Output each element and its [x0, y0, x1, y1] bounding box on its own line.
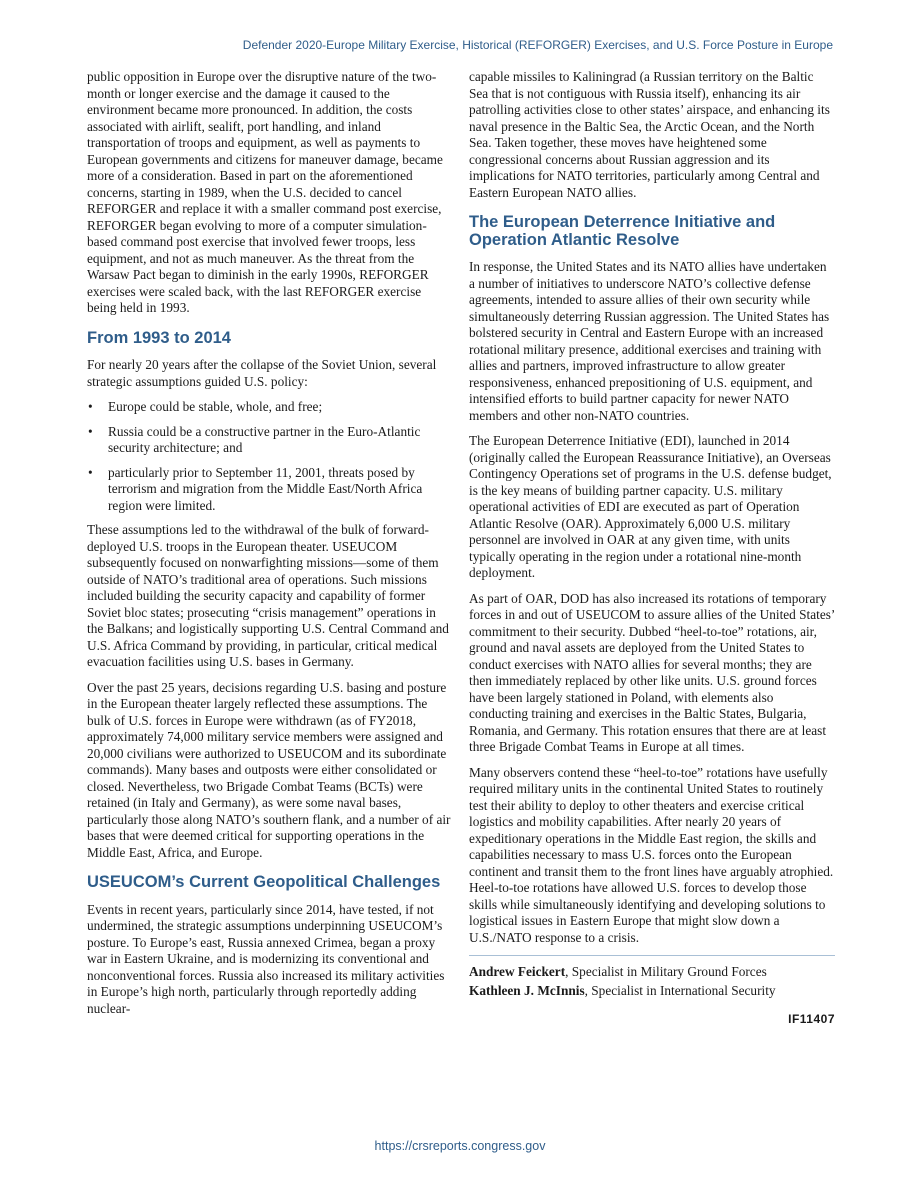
bullet-icon: •: [88, 399, 93, 414]
heading-useucom-challenges: USEUCOM’s Current Geopolitical Challenges: [87, 873, 441, 891]
author-name: Andrew Feickert: [469, 964, 566, 979]
author-line: [469, 964, 835, 981]
list-item: [87, 465, 453, 515]
bullet-icon: •: [88, 423, 93, 439]
paragraph-basing-posture: Over the past 25 years, decisions regarding U.S. basing and posture in the European theater largely reflected these assumptions. The bulk of U.S. forces in Europe were withdrawn (as of FY2018, approximately 74,000 military service members were assigned and 20,000 civilians were authorized to USEUCOM and its subordinate commands). Many bases and outposts were either consolidated or closed. Nevertheless, two Brigade Combat Teams (BCTs) were retained (in Italy and Germany), as were some naval bases, particularly those along NATO’s southern flank, and a number of air bases that were deemed critical for supporting operations in the Middle East, Africa, and Europe.: [87, 679, 451, 860]
author-divider: [469, 955, 835, 956]
left-column: [87, 69, 453, 1026]
paragraph-russian-missiles: capable missiles to Kaliningrad (a Russian territory on the Baltic Sea that is not contiguous with Russia itself), enhancing its air patrolling activities close to other states’ airspace, and enhancing its naval presence in the Baltic Sea, the Arctic Ocean, and the North Sea. Taken together, these moves have heightened some congressional concerns about Russian aggression and its implications for NATO territories, particularly among Central and Eastern European NATO allies.: [469, 69, 830, 200]
paragraph-strategic-assumptions: For nearly 20 years after the collapse of the Soviet Union, several strategic assumptions guided U.S. policy:: [87, 357, 437, 389]
author-line: [469, 983, 835, 1000]
list-item-text: particularly prior to September 11, 2001, threats posed by terrorism and migration from the Middle East/North Africa region were limited.: [108, 464, 423, 513]
running-header: Defender 2020-Europe Military Exercise, Historical (REFORGER) Exercises, and U.S. Force Posture in Europe: [242, 38, 833, 52]
list-item: [87, 424, 453, 457]
author-role: , Specialist in International Security: [584, 982, 776, 998]
paragraph-recent-events: Events in recent years, particularly since 2014, have tested, if not undermined, the strategic assumptions underpinning USEUCOM’s posture. To Europe’s east, Russia annexed Crimea, began a proxy war in Eastern Ukraine, and is modernizing its conventional and nonconventional forces. Russia also increased its military activities in Europe’s high north, particularly through reportedly adding nuclear-: [87, 901, 445, 1016]
assumptions-list: [87, 399, 453, 514]
paragraph-observers: Many observers contend these “heel-to-toe” rotations have usefully required military units in the continental United States to routinely test their ability to deploy to other theaters and exercise critical logistics and mobility capabilities. After nearly 20 years of expeditionary operations in the Middle East region, the skills and capabilities necessary to mass U.S. forces onto the European continent and transit them to the front lines have arguably atrophied. Heel-to-toe rotations have allowed U.S. forces to develop those skills while simultaneously identifying and developing solutions to logistical issues in Eastern Europe that might slow down a U.S./NATO response to a crisis.: [469, 764, 834, 945]
heading-edi-oar: The European Deterrence Initiative and Operation Atlantic Resolve: [469, 213, 776, 249]
footer-url[interactable]: https://crsreports.congress.gov: [374, 1139, 546, 1153]
report-id: IF11407: [788, 1012, 835, 1026]
heading-1993-to-2014: From 1993 to 2014: [87, 328, 231, 347]
bullet-icon: •: [88, 464, 93, 480]
paragraph-nato-response: In response, the United States and its NATO allies have undertaken a number of initiatives to underscore NATO’s collective defense agreements, intended to assure allies of their own security while simultaneously deterring Russian aggression. The United States has bolstered security in Central and Eastern Europe with an increased rotational military presence, additional exercises and training with allies and partners, improved infrastructure to allow greater responsiveness, enhanced prepositioning of U.S. equipment, and intensified efforts to build partner capacity for newer NATO members and other non-NATO countries.: [469, 259, 830, 423]
list-item: [87, 399, 453, 416]
list-item-text: Russia could be a constructive partner in the Euro-Atlantic security architecture; and: [108, 423, 421, 455]
paragraph-troop-withdrawal: These assumptions led to the withdrawal of the bulk of forward-deployed U.S. troops in the European theater. USEUCOM subsequently focused on nonwarfighting missions—some of them outside of NATO’s traditional area of operations. Such missions included building the security capacity and capability of former Soviet bloc states; prosecuting “crisis management” operations in the Balkans; and logistically supporting U.S. Central Command and U.S. Africa Command by providing, in particular, critical medical evacuation facilities using U.S. bases in Germany.: [87, 522, 449, 669]
paragraph-edi-description: The European Deterrence Initiative (EDI), launched in 2014 (originally called the European Reassurance Initiative), an Overseas Contingency Operations set of programs in the U.S. defense budget, is the key means of building partner capacity. U.S. military operational activities of EDI are executed as part of Operation Atlantic Resolve (OAR). Approximately 6,000 U.S. military personnel are involved in OAR at any given time, with units typically operating in the region under a rotational nine-month deployment.: [469, 433, 832, 580]
list-item-text: Europe could be stable, whole, and free;: [108, 399, 323, 414]
paragraph-oar-rotations: As part of OAR, DOD has also increased its rotations of temporary forces in and out of USEUCOM to assure allies of the United States’ commitment to their security. Dubbed “heel-to-toe” rotations, air, ground and naval assets are deployed from the United States to conduct exercises with NATO allies for several months; they are then immediately replaced by other like units. U.S. ground forces have been largely stationed in Poland, with elements also conducting training and exercises in the Baltic States, Bulgaria, Romania, and Germany. This rotation ensures that there are at least three Brigade Combat Teams in Europe at all times.: [469, 590, 835, 754]
author-name: Kathleen J. McInnis: [469, 982, 585, 998]
author-role: , Specialist in Military Ground Forces: [565, 964, 767, 979]
paragraph-reforger-decline: public opposition in Europe over the disruptive nature of the two-month or longer exercise and the damage it caused to the environment became more pronounced. In addition, the costs associated with airlift, sealift, port handling, and inland transportation of troops and equipment, as well as payments to European governments and citizens for maneuver damage, became more of a consideration. Based in part on the aforementioned concerns, starting in 1989, when the U.S. decided to cancel REFORGER and replace it with a smaller command post exercise, REFORGER began evolving to more of a computer simulation-based command post exercise that involved fewer troops, less equipment, and not as much maneuver. As the threat from the Warsaw Pact began to diminish in the early 1990s, REFORGER exercises were scaled back, with the last REFORGER exercise being held in 1993.: [87, 69, 443, 315]
right-column: [469, 69, 835, 1028]
